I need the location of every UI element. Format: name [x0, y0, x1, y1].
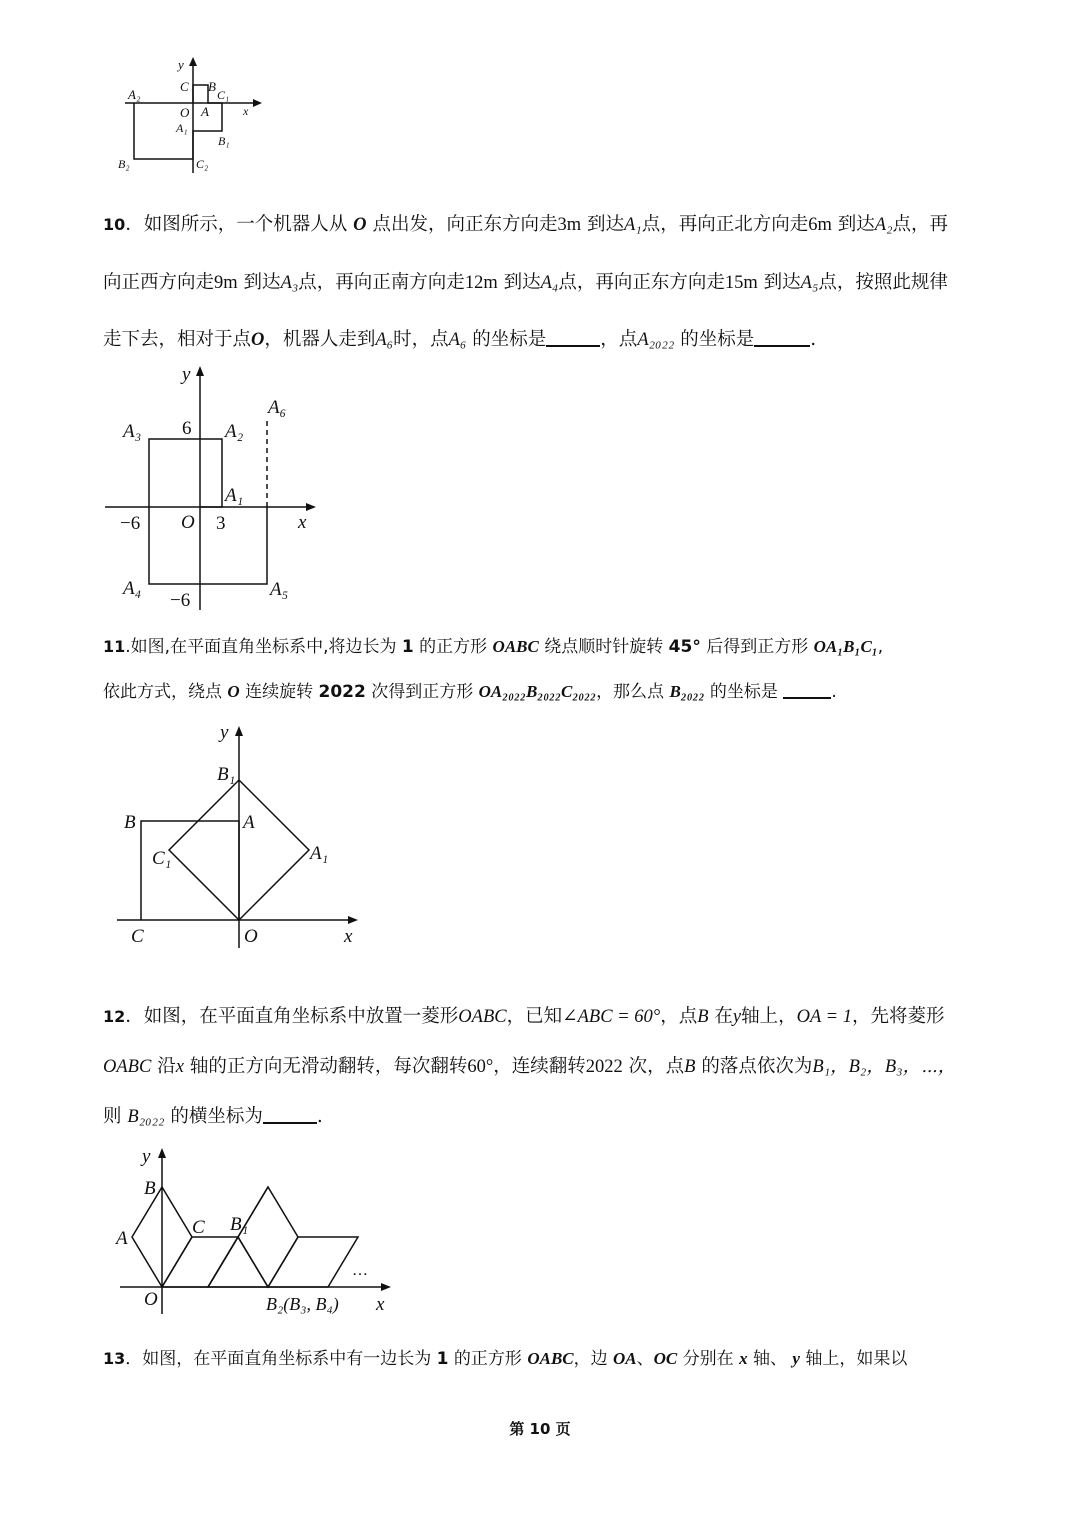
q10-line-3 — [103, 325, 983, 351]
text: 点，再 — [892, 214, 949, 235]
math-var: 1 — [401, 637, 414, 657]
math-var: A₁ — [624, 215, 642, 235]
fig12-label: C — [192, 1217, 205, 1238]
rhombus-5 — [268, 1237, 358, 1287]
text: 走下去，相对于点 — [103, 329, 252, 350]
fig9-label: B — [208, 79, 216, 94]
math-var: 1 — [436, 1349, 449, 1369]
math-var: OABC — [103, 1057, 152, 1077]
math-var: OABC — [527, 1349, 574, 1368]
q12-line-1 — [103, 1002, 983, 1028]
text: 的正方形 — [419, 637, 488, 657]
q9-figure — [110, 55, 270, 180]
answer-blank[interactable] — [754, 327, 810, 348]
fig12-label: B — [144, 1178, 156, 1199]
fig11-label: y — [220, 722, 229, 743]
math-var: B — [697, 1007, 709, 1027]
fig11-label: A₁ — [310, 843, 329, 864]
text: 轴上， — [741, 1006, 797, 1027]
q11-line-1 — [103, 632, 983, 657]
text: 点，再向正东方向走 — [558, 272, 725, 293]
text: . — [810, 329, 817, 350]
text: 、 — [636, 1349, 654, 1369]
text: ．如图，在平面直角坐标系中有一边长为 — [125, 1349, 432, 1369]
text: 点，再向正北方向走 — [641, 214, 809, 235]
text: 次得到正方形 — [371, 682, 474, 702]
q12-line-3 — [103, 1102, 983, 1128]
fig9-label: y — [178, 57, 184, 72]
fig10-label: O — [181, 512, 195, 533]
fig9-label: B₁ — [218, 134, 230, 148]
text: ，点 — [600, 329, 638, 350]
text: 点出发，向正东方向走 — [372, 214, 558, 235]
math-var: 45° — [668, 637, 701, 657]
text: ．如图所示，一个机器人从 — [125, 214, 348, 235]
q12-line-2 — [103, 1052, 983, 1078]
q11-line-2 — [103, 677, 983, 702]
x-axis-arrow — [253, 99, 262, 107]
fig10-label: −6 — [120, 513, 141, 534]
text: , — [877, 637, 884, 657]
math-var: B — [684, 1057, 696, 1077]
text: 次，点 — [628, 1056, 685, 1077]
text: ，那么点 — [596, 682, 665, 702]
q13-line-1 — [103, 1344, 983, 1369]
fig9-label: A — [201, 104, 209, 119]
text: 的横坐标为 — [170, 1106, 263, 1127]
math-var: B₂₀₂₂ — [127, 1107, 165, 1127]
fig11-label: C — [131, 926, 144, 947]
q12-figure — [110, 1142, 400, 1322]
math-var: A₃ — [280, 273, 299, 293]
text: 到达 — [503, 272, 541, 293]
answer-blank[interactable] — [263, 1104, 317, 1125]
robot-path — [149, 439, 267, 584]
text: 到达 — [763, 272, 801, 293]
q10-line-2 — [103, 268, 983, 294]
math-var: ∠ABC = 60° — [562, 1007, 661, 1027]
q11-figure — [112, 720, 372, 952]
text: 到达 — [837, 214, 875, 235]
math-var: OABC — [492, 637, 539, 656]
text: 轴上，如果以 — [805, 1349, 908, 1369]
text: 点，再向正南方向走 — [298, 272, 465, 293]
text: ，点 — [660, 1006, 698, 1027]
math-var: y — [732, 1007, 742, 1027]
rhombus-1 — [162, 1237, 238, 1287]
fig10-label: A₄ — [123, 578, 142, 599]
fig12-label: B₂(B₃, B₄) — [266, 1294, 339, 1314]
math-var: B₂₀₂₂ — [669, 682, 705, 701]
text: ，边 — [573, 1349, 608, 1369]
text: 在 — [714, 1006, 733, 1027]
fig12-label: O — [144, 1289, 158, 1310]
fig10-label: y — [182, 364, 191, 385]
math-var: x — [175, 1057, 184, 1077]
text: 轴的正方向无滑动翻转，每次翻转 — [189, 1056, 468, 1077]
text: 依此方式，绕点 — [103, 682, 222, 702]
math-var: B₁，B₂，B₃，⋯， — [812, 1057, 957, 1077]
q10-line-1 — [103, 210, 983, 236]
fig11-label: A — [243, 812, 255, 833]
y-axis-arrow — [158, 1148, 166, 1158]
math-var: O — [227, 682, 240, 701]
text: 沿 — [157, 1056, 176, 1077]
text: . — [831, 682, 837, 702]
y-axis-arrow — [235, 726, 243, 736]
page-number: 第 10 页 — [509, 1420, 571, 1438]
fig10-label: A₃ — [123, 421, 142, 442]
question-number: 10 — [103, 215, 126, 234]
text: 的落点依次为 — [701, 1056, 813, 1077]
math-var: 60° — [467, 1057, 494, 1077]
fig10-label: A₁ — [225, 485, 244, 506]
math-var: OA = 1 — [796, 1007, 852, 1027]
fig11-label: B — [124, 812, 136, 833]
fig12-label: x — [376, 1294, 385, 1315]
text: ，连续翻转 — [493, 1056, 586, 1077]
fig9-label: B₂ — [118, 157, 130, 171]
math-var: 2022 — [318, 682, 366, 702]
answer-blank[interactable] — [546, 327, 600, 348]
fig9-label: C — [180, 79, 189, 94]
question-number: 13 — [103, 1349, 126, 1368]
text: 点，按照此规律 — [818, 272, 948, 293]
math-var: OC — [653, 1349, 678, 1368]
math-var: 6m — [808, 215, 832, 235]
math-var: OA — [613, 1349, 637, 1368]
text: .如图,在平面直角坐标系中,将边长为 — [125, 637, 397, 657]
math-var: y — [792, 1349, 800, 1368]
math-var: OA₁B₁C₁ — [813, 637, 878, 656]
x-axis-arrow — [381, 1283, 391, 1291]
text: 连续旋转 — [245, 682, 314, 702]
fig10-label: 3 — [216, 513, 226, 534]
x-axis-arrow — [348, 916, 358, 924]
math-var: 15m — [724, 273, 758, 293]
math-var: OA₂₀₂₂B₂₀₂₂C₂₀₂₂ — [478, 682, 597, 701]
text: 的坐标是 — [709, 682, 778, 702]
math-var: A₄ — [540, 273, 559, 293]
fig11-label: O — [244, 926, 258, 947]
fig10-label: A₆ — [268, 397, 287, 418]
fig12-label: B₁ — [230, 1214, 249, 1235]
q10-figure — [100, 360, 330, 615]
text: 到达 — [243, 272, 281, 293]
fig10-label: −6 — [170, 590, 191, 611]
fig11-label: C₁ — [152, 848, 172, 869]
y-axis-arrow — [196, 366, 204, 376]
math-var: O — [251, 330, 265, 350]
math-var: OABC — [458, 1007, 507, 1027]
math-var: 2022 — [585, 1057, 623, 1077]
fig9-label: x — [243, 104, 249, 118]
question-number: 12 — [103, 1007, 126, 1026]
math-var: 9m — [214, 273, 238, 293]
text: ．如图，在平面直角坐标系中放置一菱形 — [125, 1006, 459, 1027]
rhombus-4 — [238, 1187, 298, 1287]
text: 则 — [103, 1106, 122, 1127]
text: ，机器人走到 — [264, 329, 376, 350]
math-var: A₂₀₂₂ — [637, 330, 675, 350]
math-var: A₂ — [874, 215, 893, 235]
text: 到达 — [586, 214, 624, 235]
fig10-label: 6 — [182, 418, 192, 439]
math-var: A₅ — [800, 273, 819, 293]
text: 轴、 — [753, 1349, 787, 1369]
fig9-label: A₂ — [128, 87, 141, 102]
math-var: O — [353, 215, 367, 235]
fig9-label: O — [180, 105, 190, 120]
text: . — [316, 1106, 323, 1127]
answer-blank[interactable] — [783, 680, 831, 699]
text: 时，点 — [393, 329, 449, 350]
fig9-label: C₂ — [196, 157, 209, 171]
fig12-label: A — [116, 1228, 128, 1249]
math-var: A₆ — [375, 330, 394, 350]
text: 分别在 — [682, 1349, 734, 1369]
text: ，先将菱形 — [851, 1006, 945, 1027]
fig10-label: A₅ — [270, 579, 289, 600]
fig11-label: B₁ — [217, 764, 236, 785]
rhombus-3 — [208, 1237, 268, 1287]
text: 的坐标是 — [472, 329, 547, 350]
text: 的正方形 — [453, 1349, 522, 1369]
text: ，已知 — [506, 1006, 563, 1027]
fig11-label: x — [344, 926, 353, 947]
text: 向正西方向走 — [103, 272, 215, 293]
fig10-label: x — [298, 512, 307, 533]
y-axis-arrow — [189, 57, 197, 66]
fig10-label: A₂ — [225, 421, 244, 442]
math-var: 3m — [557, 215, 582, 235]
math-var: x — [739, 1349, 748, 1368]
fig12-label: … — [352, 1262, 368, 1279]
math-var: A₆ — [448, 330, 467, 350]
question-number: 11 — [103, 637, 126, 656]
text: 后得到正方形 — [706, 637, 809, 657]
math-var: 12m — [464, 273, 498, 293]
fig9-label: A₁ — [176, 121, 188, 135]
fig9-label: C₁ — [217, 88, 230, 102]
text: 的坐标是 — [680, 329, 755, 350]
fig12-label: y — [142, 1146, 151, 1167]
text: 绕点顺时针旋转 — [544, 637, 664, 657]
x-axis-arrow — [306, 503, 316, 511]
